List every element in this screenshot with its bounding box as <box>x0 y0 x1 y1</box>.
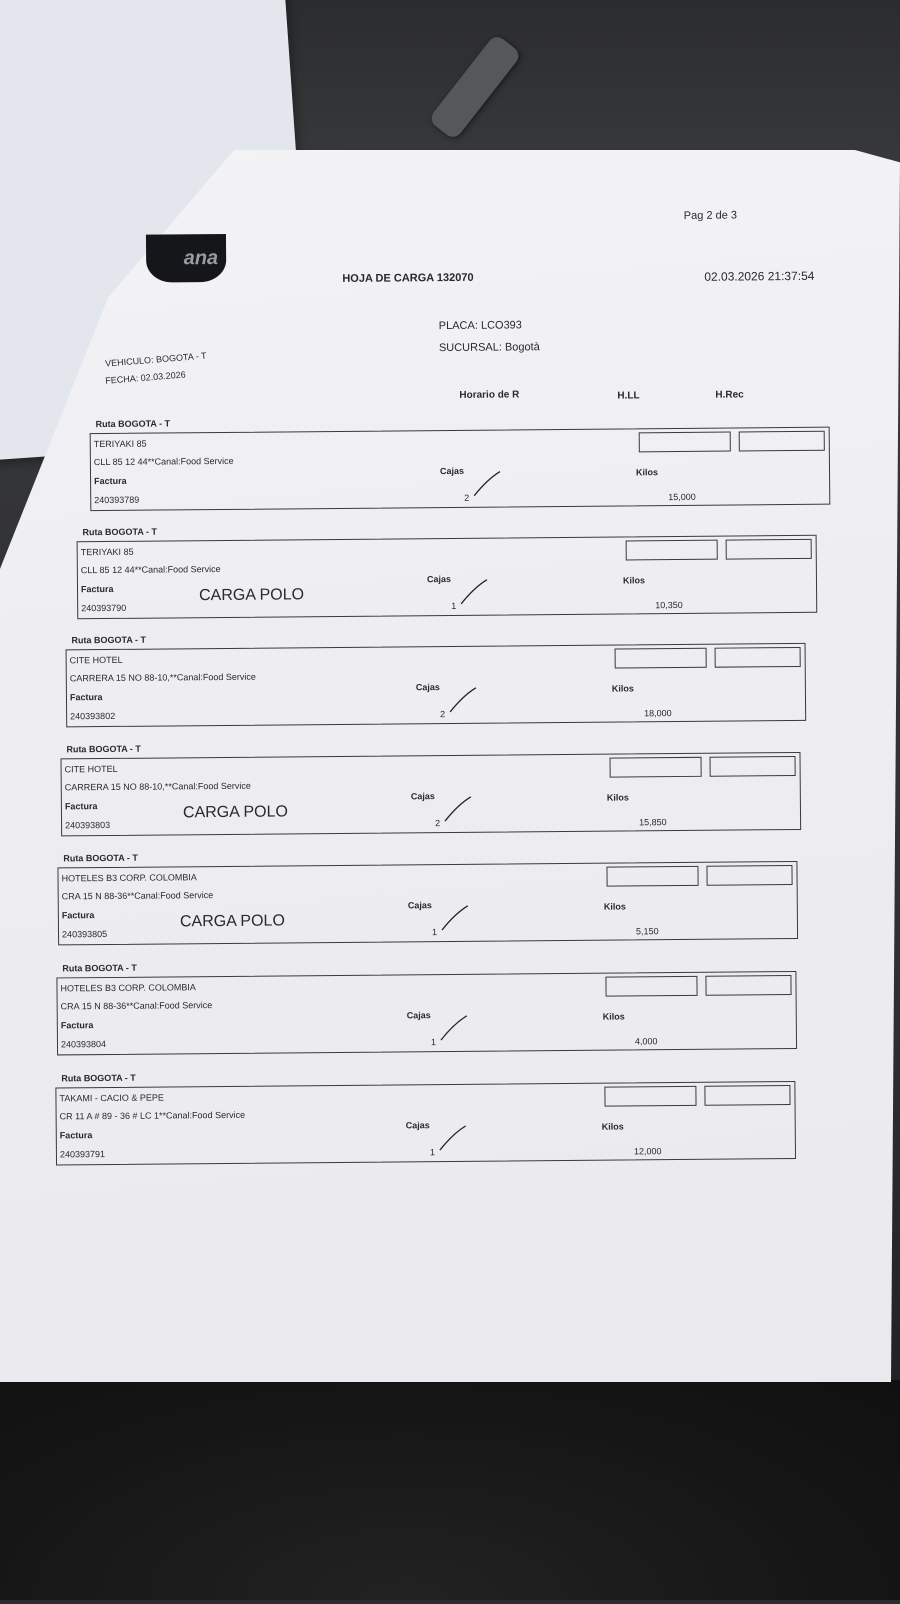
placa: PLACA: LCO393 <box>438 319 522 333</box>
factura-number: 240393804 <box>60 1039 107 1050</box>
carga-note: CARGA POLO <box>199 586 305 605</box>
cajas-label: Cajas <box>406 1010 431 1021</box>
client-name: TAKAMI - CACIO & PEPE <box>59 1092 164 1104</box>
client-address: CARRERA 15 NO 88-10,**Canal:Food Service <box>69 671 256 684</box>
checkmark-icon <box>438 1124 468 1154</box>
kilos-label: Kilos <box>606 792 629 803</box>
cajas-label: Cajas <box>426 573 452 585</box>
hrec-field[interactable] <box>704 1085 790 1106</box>
kilos-label: Kilos <box>603 901 626 912</box>
vehiculo: VEHICULO: BOGOTA - T <box>104 350 207 369</box>
factura-label: Factura <box>80 583 114 595</box>
hll-field[interactable] <box>605 976 697 997</box>
checkmark-icon <box>440 904 470 934</box>
kilos-value: 5,150 <box>635 926 659 937</box>
col-horario: Horario de R <box>459 389 520 401</box>
client-address: CLL 85 12 44**Canal:Food Service <box>80 563 221 576</box>
client-name: HOTELES B3 CORP. COLOMBIA <box>61 872 197 884</box>
client-name: CITE HOTEL <box>64 763 118 775</box>
fecha: FECHA: 02.03.2026 <box>104 369 187 386</box>
hrec-field[interactable] <box>705 975 791 996</box>
sucursal: SUCURSAL: Bogotà <box>438 341 540 355</box>
kilos-label: Kilos <box>635 467 659 478</box>
factura-number: 240393789 <box>94 494 140 506</box>
cajas-label: Cajas <box>415 682 440 693</box>
hrec-field[interactable] <box>706 865 792 886</box>
hll-field[interactable] <box>639 432 731 453</box>
load-entry <box>90 409 831 523</box>
ruta-label: Ruta BOGOTA - T <box>61 1072 136 1084</box>
load-entry <box>76 517 817 631</box>
kilos-value: 15,850 <box>639 817 667 828</box>
kilos-value: 18,000 <box>644 708 672 719</box>
cajas-value: 2 <box>464 492 470 503</box>
hll-field[interactable] <box>615 648 707 669</box>
carga-note: CARGA POLO <box>179 912 285 931</box>
factura-number: 240393803 <box>65 819 111 831</box>
document-title: HOJA DE CARGA 132070 <box>342 271 474 285</box>
load-entry <box>55 1063 796 1177</box>
factura-number: 240393791 <box>59 1149 106 1160</box>
factura-label: Factura <box>94 475 127 487</box>
factura-number: 240393802 <box>70 710 116 722</box>
hrec-field[interactable] <box>726 539 812 560</box>
ruta-label: Ruta BOGOTA - T <box>71 634 147 646</box>
client-address: CRA 15 N 88-36**Canal:Food Service <box>60 1000 213 1012</box>
cajas-label: Cajas <box>405 1120 430 1131</box>
client-address: CRA 15 N 88-36**Canal:Food Service <box>61 890 214 902</box>
cajas-value: 1 <box>431 927 438 938</box>
load-entry <box>65 625 806 739</box>
kilos-value: 4,000 <box>634 1036 658 1047</box>
client-name: TERIYAKI 85 <box>93 438 147 450</box>
hrec-field[interactable] <box>715 647 801 668</box>
client-address: CLL 85 12 44**Canal:Food Service <box>93 455 234 468</box>
cajas-value: 1 <box>430 1037 437 1048</box>
client-name: CITE HOTEL <box>69 654 123 666</box>
load-entry <box>56 953 797 1067</box>
ruta-label: Ruta BOGOTA - T <box>82 526 158 538</box>
ruta-label: Ruta BOGOTA - T <box>63 852 138 864</box>
cajas-label: Cajas <box>410 791 435 802</box>
factura-number: 240393790 <box>81 602 127 614</box>
factura-label: Factura <box>59 1130 93 1141</box>
page-number: Pag 2 de 3 <box>683 209 738 222</box>
checkmark-icon <box>448 686 478 716</box>
col-hrec: H.Rec <box>715 389 744 401</box>
factura-label: Factura <box>60 1020 94 1031</box>
cajas-value: 1 <box>429 1147 436 1158</box>
factura-label: Factura <box>64 801 98 812</box>
client-name: TERIYAKI 85 <box>80 546 134 558</box>
hrec-field[interactable] <box>710 756 796 777</box>
col-hll: H.LL <box>617 390 640 402</box>
checkmark-icon <box>459 578 489 608</box>
kilos-value: 10,350 <box>655 599 683 611</box>
ruta-label: Ruta BOGOTA - T <box>66 743 141 755</box>
checkmark-icon <box>443 795 473 825</box>
cajas-value: 1 <box>451 600 457 611</box>
client-name: HOTELES B3 CORP. COLOMBIA <box>60 982 196 994</box>
cajas-label: Cajas <box>439 465 465 477</box>
checkmark-icon <box>439 1014 469 1044</box>
client-address: CARRERA 15 NO 88-10,**Canal:Food Service <box>64 780 251 793</box>
hll-field[interactable] <box>626 540 718 561</box>
hll-field[interactable] <box>606 866 698 887</box>
kilos-label: Kilos <box>611 683 634 694</box>
company-logo: ana <box>146 234 226 283</box>
print-datetime: 02.03.2026 21:37:54 <box>704 268 815 284</box>
factura-number: 240393805 <box>61 929 108 940</box>
hrec-field[interactable] <box>739 431 825 452</box>
ruta-label: Ruta BOGOTA - T <box>95 418 171 430</box>
carga-note: CARGA POLO <box>182 803 288 822</box>
load-entry <box>60 734 801 848</box>
ruta-label: Ruta BOGOTA - T <box>62 962 137 974</box>
kilos-value: 15,000 <box>668 491 696 503</box>
load-entry <box>57 843 798 957</box>
checkmark-icon <box>472 470 502 500</box>
kilos-label: Kilos <box>602 1011 625 1022</box>
hll-field[interactable] <box>604 1086 696 1107</box>
cajas-label: Cajas <box>407 900 432 911</box>
client-address: CR 11 A # 89 - 36 # LC 1**Canal:Food Service <box>59 1109 246 1122</box>
kilos-label: Kilos <box>622 575 646 586</box>
factura-label: Factura <box>69 692 103 703</box>
factura-label: Factura <box>61 910 95 921</box>
cajas-value: 2 <box>435 818 441 829</box>
kilos-value: 12,000 <box>633 1146 662 1157</box>
kilos-label: Kilos <box>601 1121 624 1132</box>
hll-field[interactable] <box>610 757 702 778</box>
cajas-value: 2 <box>440 709 446 720</box>
